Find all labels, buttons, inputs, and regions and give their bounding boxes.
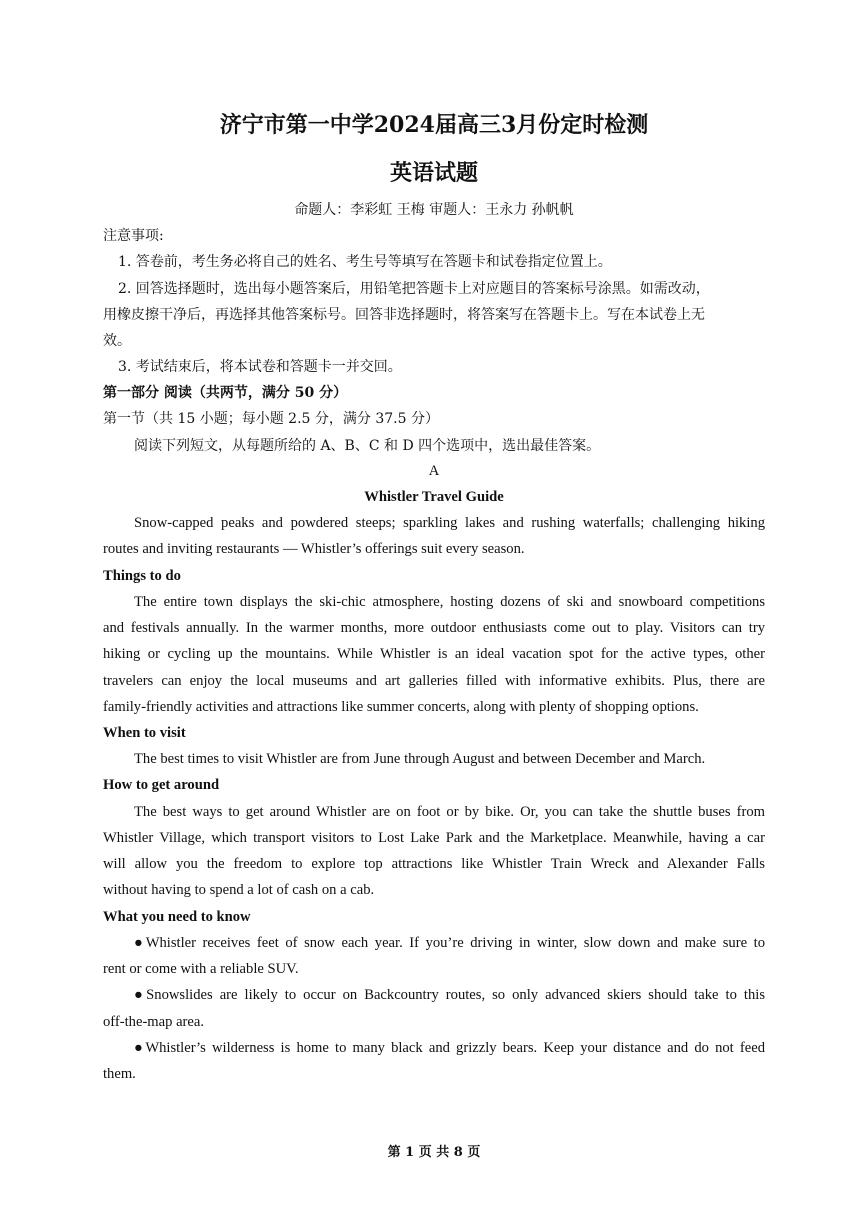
section-heading: 第一节（共 15 小题；每小题 2.5 分，满分 37.5 分） <box>103 411 439 427</box>
p2-line-1: The best times to visit Whistler are from June through August and between December and March. <box>134 751 706 767</box>
intro-line-1: Snow-capped peaks and powdered steeps; sparkling lakes and rushing waterfalls; challenging hiking <box>134 515 765 531</box>
p1-line-1: The entire town displays the ski-chic atmosphere, hosting dozens of ski and snowboard competitions <box>134 594 765 610</box>
page-number: 第 1 页 共 8 页 <box>387 1145 481 1160</box>
part-heading: 第一部分 阅读（共两节，满分 50 分） <box>103 385 348 401</box>
notice-heading: 注意事项: <box>103 228 164 244</box>
bullet-3-line-1: ●Whistler’s wilderness is home to many black and grizzly bears. Keep your distance and do not feed <box>134 1040 765 1056</box>
bullet-1-line-2: rent or come with a reliable SUV. <box>103 961 299 977</box>
p1-line-4: travelers can enjoy the local museums and art galleries filled with informative exhibits. Plus, there are <box>103 673 765 689</box>
exam-title: 济宁市第一中学2024届高三3月份定时检测 <box>219 112 649 138</box>
intro-line-2: routes and inviting restaurants — Whistler’s offerings suit every season. <box>103 541 525 557</box>
subheading-what-you-need-to-know: What you need to know <box>103 909 251 925</box>
p3-line-4: without having to spend a lot of cash on a cab. <box>103 882 375 898</box>
bullet-1-line-1: ●Whistler receives feet of snow each year. If you’re driving in winter, slow down and make sure to <box>134 935 765 951</box>
notice-item-2-line-2: 用橡皮擦干净后，再选择其他答案标号。回答非选择题时，将答案写在答题卡上。写在本试卷上无 <box>103 307 705 323</box>
subheading-when-to-visit: When to visit <box>103 725 186 741</box>
p3-line-2: Whistler Village, which transport visitors to Lost Lake Park and the Marketplace. Meanwhile, having a car <box>103 830 765 846</box>
passage-title: Whistler Travel Guide <box>364 489 504 505</box>
exam-subtitle: 英语试题 <box>389 160 478 186</box>
instruction-line: 阅读下列短文，从每题所给的 A、B、C 和 D 四个选项中，选出最佳答案。 <box>134 438 601 454</box>
subheading-things-to-do: Things to do <box>103 568 181 584</box>
authors-line: 命题人：李彩虹 王梅 审题人：王永力 孙帆帆 <box>294 202 574 218</box>
p3-line-3: will allow you the freedom to explore top attractions like Whistler Train Wreck and Alexander Falls <box>103 856 765 872</box>
bullet-2-line-2: off-the-map area. <box>103 1014 205 1030</box>
p3-line-1: The best ways to get around Whistler are on foot or by bike. Or, you can take the shuttle buses from <box>134 804 765 820</box>
notice-item-1: 1. 答卷前，考生务必将自己的姓名、考生号等填写在答题卡和试卷指定位置上。 <box>118 254 612 270</box>
p1-line-2: and festivals annually. In the warmer months, more outdoor enthusiasts come out to play. Visitors can try <box>103 620 765 636</box>
p1-line-3: hiking or cycling up the mountains. While Whistler is an ideal vacation spot for the active types, other <box>103 646 765 662</box>
subheading-how-to-get-around: How to get around <box>103 777 220 793</box>
notice-item-2-line-1: 2. 回答选择题时，选出每小题答案后，用铅笔把答题卡上对应题目的答案标号涂黑。如需改动， <box>118 281 710 297</box>
bullet-2-line-1: ●Snowslides are likely to occur on Backcountry routes, so only advanced skiers should take to this <box>134 987 765 1003</box>
passage-label: A <box>428 463 440 479</box>
bullet-3-line-2: them. <box>103 1066 136 1082</box>
p1-line-5: family-friendly activities and attractions like summer concerts, along with plenty of shopping options. <box>103 699 699 715</box>
notice-item-3: 3. 考试结束后，将本试卷和答题卡一并交回。 <box>118 359 402 375</box>
notice-item-2-line-3: 效。 <box>103 333 131 349</box>
